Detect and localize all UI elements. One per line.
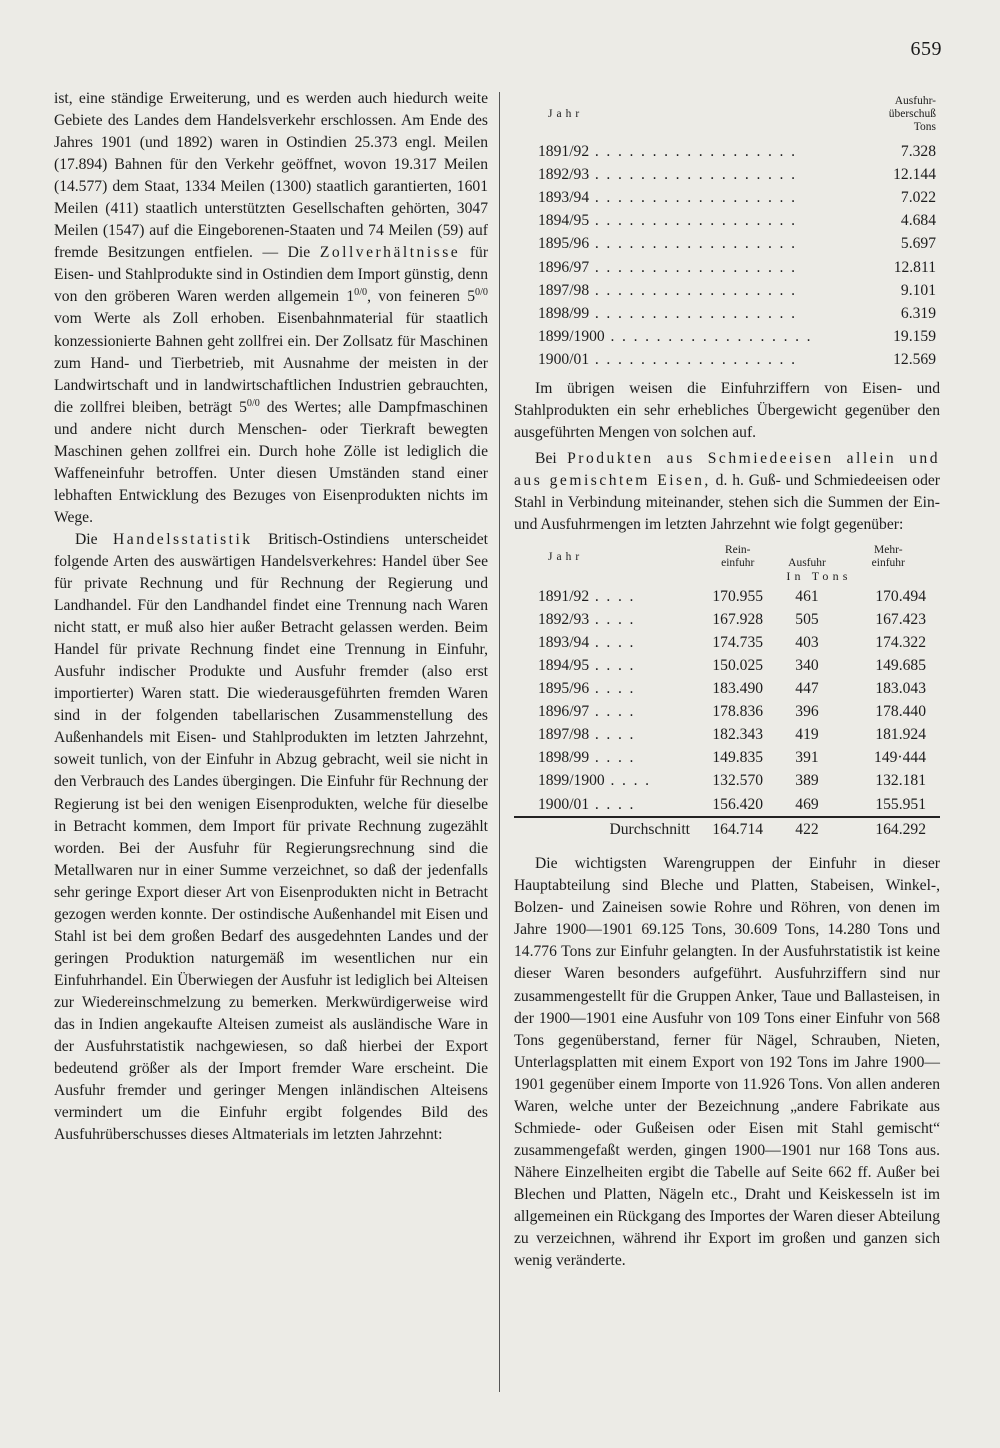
percent-sign: 0/0 [246, 397, 260, 409]
text-run: Bei [535, 450, 557, 468]
reineinfuhr-cell: 132.570 [712, 772, 764, 790]
unit-spacer [514, 570, 698, 585]
percent-sign: 0/0 [475, 287, 488, 299]
value-cell: 7.022 [900, 188, 936, 206]
table-row [514, 585, 940, 608]
table-row [514, 608, 940, 631]
year-label: 1894/95 . . . [538, 212, 797, 229]
table-ein-ausfuhr [514, 544, 940, 841]
spaced-term-produkten: Produkten aus Schmiedeeisen allein und aus gemischtem Eisen, [514, 450, 940, 490]
table-row [514, 793, 940, 817]
header-line: Ausfuhr- [894, 94, 936, 107]
table-row [514, 678, 940, 701]
mehreinfuhr-cell: 149·444 [874, 749, 926, 767]
year-cell [514, 210, 826, 233]
year-cell [514, 631, 698, 654]
year-cell [514, 678, 698, 701]
table-row [514, 279, 940, 302]
year-cell [514, 747, 698, 770]
table-body [514, 585, 940, 817]
year-label: 1893/94 . . . . [538, 634, 635, 651]
spaced-term-zollverhaeltnisse: Zollverhältnisse [319, 244, 461, 262]
total-reineinfuhr: 164.714 [698, 817, 777, 841]
spaced-term-handelsstatistik: Handelsstatistik [113, 530, 253, 548]
ausfuhr-cell: 505 [795, 610, 819, 628]
table-total-row [514, 817, 940, 841]
paragraph-warengruppen: Die wichtigsten Warengruppen der Einfuhr in dieser Hauptabteilung sind Bleche und Platten, Stabeisen, Winkel-, Bolzen- und Zaineisen sowie Rohre und Röhren, von denen im Jahre 1900—1901 69.125 Tons, 30.609 Tons, 14.280 Tons und 14.776 Tons zur Einfuhr gelangten. In der Ausfuhrstatistik ist keine dieser Waren besonders aufgeführt. Ausfuhrziffern sind nur zusammengestellt für die Gruppen Anker, Taue und Ballasteisen, in der 1900—1901 eine Ausfuhr von 109 Tons einer Einfuhr von 568 Tons gegenüberstand, ferner für Nägel, Schrauben, Nieten, Unterlagsplatten mit einem Export von 192 Tons im Jahre 1900—1901 gegenüber einem Importe von 11.926 Tons. Von allen anderen Waren, welche unter der Bezeichnung „andere Fabrikate aus Schmiede- oder Gußeisen oder Eisen mit Stahl gemischt“ zusammengefaßt werden, gingen 1900—1901 nur 168 Tons aus. Nähere Einzelheiten ergibt die Tabelle auf Seite 662 ff. Außer bei Blechen und Platten, Nägeln etc., Draht und Keiskesseln ist im allgemeinen ein Rückgang des Importes der Waren dieser Abteilung zu verzeichnen, während ihr Export im großen und ganzen sich wenig veränderte. [514, 855, 940, 1270]
table-row [514, 140, 940, 163]
table-header-row [514, 88, 940, 140]
mehreinfuhr-cell: 183.043 [875, 680, 926, 698]
mehreinfuhr-cell: 174.322 [875, 633, 926, 651]
value-cell: 9.101 [900, 281, 936, 299]
column-divider [499, 92, 500, 1392]
text-run: ist, eine ständige Erweiterung, und es werden auch hiedurch weite Gebiete des Landes dem Handelsverkehr erschlossen. Am Ende des Jahres 1901 (und 1892) waren in Ostindien 25.373 engl. Meilen (17.894) Bahnen für den Verkehr geöffnet, wovon 19.317 Meilen (14.577) dem Staat, 1334 Meilen (1300) staatlich garantierten, 1601 Meilen (411) staatlich unterstützten Gesellschaften gehörten, 3047 Meilen (1547) auf die Eingeborenen-Staaten und 74 Meilen (59) auf fremde Besitzungen entfielen. — Die [54, 90, 488, 262]
year-cell [514, 793, 698, 817]
year-label: 1893/94 . . . [538, 189, 797, 206]
reineinfuhr-cell: 183.490 [712, 680, 764, 698]
ausfuhr-cell: 391 [795, 749, 819, 767]
paragraph-schmiedeeisen [514, 448, 940, 536]
value-cell: 12.569 [893, 351, 936, 369]
year-label: 1895/96 . . . [538, 235, 797, 252]
mehreinfuhr-cell: 167.423 [875, 610, 926, 628]
value-cell: 5.697 [900, 235, 936, 253]
text-run: für Eisen- und Stahlprodukte sind in Ostindien dem Import günstig, denn von den gröberen Waren werden allgemein 1 [54, 244, 489, 306]
paragraph-handelsstatistik [54, 529, 488, 1146]
table-row [514, 654, 940, 677]
header-line: Mehr- [874, 544, 903, 557]
year-cell [514, 140, 826, 163]
header-ausfuhr: Ausfuhr [788, 557, 826, 570]
text-run: des Wertes; alle Dampfmaschinen und andere nicht durch Menschen- oder Tierkraft bewegten Maschinen gehen zollfrei ein. Durch hohe Zölle ist lediglich die Waffeneinfuhr betroffen. Unter diesen Umständen stand einer lebhaften Entwicklung des Bezuges von Eisenprodukten nichts im Wege. [54, 398, 488, 526]
ausfuhr-cell: 403 [795, 633, 819, 651]
ausfuhr-cell: 389 [795, 772, 819, 790]
reineinfuhr-cell: 182.343 [712, 726, 764, 744]
percent-sign: 0/0 [354, 287, 368, 299]
table-unit-row [514, 570, 940, 585]
table-body [514, 140, 940, 372]
ausfuhr-cell: 447 [795, 680, 819, 698]
table-row [514, 233, 940, 256]
ausfuhr-cell: 340 [795, 657, 819, 674]
year-label: 1897/98 . . . [538, 282, 797, 299]
year-cell [514, 163, 826, 186]
value-cell: 7.328 [900, 142, 936, 160]
mehreinfuhr-cell: 170.494 [875, 587, 926, 605]
table-row [514, 747, 940, 770]
text-run: , von feineren 5 [367, 288, 476, 306]
table-row [514, 701, 940, 724]
table-row [514, 724, 940, 747]
year-cell [514, 349, 826, 372]
ausfuhr-cell: 469 [795, 795, 819, 813]
value-cell: 12.811 [893, 258, 936, 276]
text-run: vom Werte als Zoll erhoben. Eisenbahnmaterial für staatlich konzessionierte Bahnen geht zollfrei ein. Der Zollsatz für Maschinen zum Hand- und Tierbetrieb, mit Ausnahme der meisten in der Landwirtschaft und in landwirtschaftlichen Industrien gebrauchten, die zollfrei bleiben, beträgt 5 [54, 310, 488, 416]
table-header-row [514, 544, 940, 570]
total-label: Durchschnitt [514, 817, 698, 841]
year-label: 1900/01 . . . [538, 351, 797, 368]
table-row [514, 186, 940, 209]
header-line: Rein- [724, 544, 751, 557]
year-label: 1891/92 . . . . [538, 588, 635, 605]
year-cell [514, 279, 826, 302]
text-run: Die [75, 530, 98, 548]
reineinfuhr-cell: 149.835 [712, 749, 764, 767]
year-cell [514, 654, 698, 677]
table-row [514, 326, 940, 349]
year-cell [514, 701, 698, 724]
page-number: 659 [910, 38, 942, 60]
total-ausfuhr: 422 [777, 817, 836, 841]
table-row [514, 302, 940, 325]
header-line: einfuhr [871, 557, 905, 570]
year-label: 1894/95 . . . . [538, 657, 635, 674]
year-label: 1896/97 . . . . [538, 703, 635, 720]
year-cell [514, 302, 826, 325]
value-cell: 6.319 [900, 304, 936, 322]
ausfuhr-cell: 396 [795, 703, 819, 721]
mehreinfuhr-cell: 155.951 [875, 795, 926, 813]
left-column [54, 88, 488, 1146]
year-cell [514, 585, 698, 608]
year-label: 1897/98 . . . . [538, 726, 635, 743]
year-label: 1899/1900 . . . [538, 328, 812, 345]
year-cell [514, 724, 698, 747]
reineinfuhr-cell: 178.836 [712, 703, 764, 721]
year-label: 1895/96 . . . . [538, 680, 635, 697]
table-row [514, 163, 940, 186]
unit-label: In Tons [786, 569, 852, 584]
year-label: 1899/1900 . . . . [538, 772, 651, 789]
reineinfuhr-cell: 156.420 [712, 795, 764, 813]
mehreinfuhr-cell: 132.181 [875, 772, 926, 790]
value-cell: 12.144 [893, 165, 936, 183]
reineinfuhr-cell: 167.928 [712, 610, 764, 628]
table-row [514, 256, 940, 279]
reineinfuhr-cell: 150.025 [712, 657, 764, 674]
table-row [514, 210, 940, 233]
year-label: 1891/92 . . . [538, 143, 797, 160]
header-jahr: Jahr [548, 550, 584, 563]
header-line: überschuß [888, 107, 936, 120]
year-cell [514, 186, 826, 209]
mehreinfuhr-cell: 149.685 [875, 657, 926, 674]
paragraph-railways-tariffs [54, 88, 488, 529]
text-run: Britisch-Ostindiens unterscheidet folgende Arten des auswärtigen Handelsverkehres: Handel über See für private Rechnung und für Rechnung der Regierung und Landhandel. Für den Landhandel findet eine Trennung nach Waren nicht statt, er muß also hier außer Betracht gelassen werden. Beim Handel für private Rechnung findet eine Trennung in Einfuhr, Ausfuhr indischer Produkte und Ausfuhr fremder (also erst importierter) Waren statt. Die wiederausgeführten fremden Waren sind in der folgenden tabellarischen Zusammenstellung des Außenhandels mit Eisen- und Stahlprodukten im letzten Jahrzehnt, soweit tunlich, von der Einfuhr in Abzug gebracht, weil sie nicht in den Verbrauch des Landes übergingen. Die Einfuhr für Rechnung der Regierung ist bei den wenigen Eisenprodukten, welche für dieselbe in Betracht kommen, dem Import für private Rechnung zugezählt worden. Bei der Ausfuhr für Regierungsrechnung sind die Metallwaren nur in einer Summe verzeichnet, so daß der jedenfalls sehr geringe Export dieser Art von Eisenprodukten nicht in Betracht gezogen werden konnte. Der ostindische Außenhandel mit Eisen und Stahl ist bei dem großen Bedarf des ausgedehnten Landes und der geringen Produktion naturgemäß im wesentlichen nur ein Einfuhrhandel. Ein Überwiegen der Ausfuhr ist lediglich bei Alteisen zur Wiedereinschmelzung zu bemerken. Merkwürdigerweise wird das in Indien angekaufte Alteisen zumeist als ausländische Ware in der Ausfuhrstatistik nachgewiesen, so daß hierbei der Export bedeutend größer als der Import fremder Ware erscheint. Die Ausfuhr fremder und geringer Mengen inländischen Alteisens vermindert um die Einfuhr ergibt folgendes Bild des Ausfuhrüberschusses dieses Altmaterials im letzten Jahrzehnt: [54, 530, 488, 1144]
year-label: 1896/97 . . . [538, 259, 797, 276]
header-ausfuhrueberschuss [826, 88, 940, 140]
header-reineinfuhr [698, 544, 777, 570]
total-mehreinfuhr: 164.292 [837, 817, 940, 841]
reineinfuhr-cell: 170.955 [712, 587, 764, 605]
mehreinfuhr-cell: 181.924 [875, 726, 926, 744]
year-label: 1898/99 . . . [538, 305, 797, 322]
header-line: einfuhr [721, 557, 755, 570]
year-cell [514, 256, 826, 279]
year-label: 1898/99 . . . . [538, 749, 635, 766]
year-cell [514, 326, 826, 349]
year-label: 1892/93 . . . [538, 166, 797, 183]
table-row [514, 631, 940, 654]
header-jahr: Jahr [548, 107, 584, 120]
year-cell [514, 608, 698, 631]
header-line: Tons [913, 120, 936, 133]
year-label: 1892/93 . . . . [538, 611, 635, 628]
ausfuhr-cell: 419 [795, 726, 819, 744]
right-column [514, 88, 940, 1272]
table-row [514, 770, 940, 793]
header-mehreinfuhr [837, 544, 940, 570]
paragraph-uebergewicht: Im übrigen weisen die Einfuhrziffern von Eisen- und Stahlprodukten ein sehr erhebliches Übergewicht gegenüber den ausgeführten Mengen von solchen auf. [514, 379, 940, 441]
table-row [514, 349, 940, 372]
year-cell [514, 770, 698, 793]
value-cell: 4.684 [900, 212, 936, 230]
value-cell: 19.159 [893, 328, 936, 346]
text-run: d. h. Guß- und Schmiedeeisen oder Stahl in Verbindung miteinander, stehen sich die Summen der Ein- und Ausfuhrmengen im letzten Jahrzehnt wie folgt gegenüber: [514, 472, 940, 534]
mehreinfuhr-cell: 178.440 [875, 703, 926, 721]
year-label: 1900/01 . . . . [538, 796, 635, 813]
reineinfuhr-cell: 174.735 [712, 633, 764, 651]
table-ausfuhrueberschuss [514, 88, 940, 372]
year-cell [514, 233, 826, 256]
ausfuhr-cell: 461 [795, 587, 819, 605]
